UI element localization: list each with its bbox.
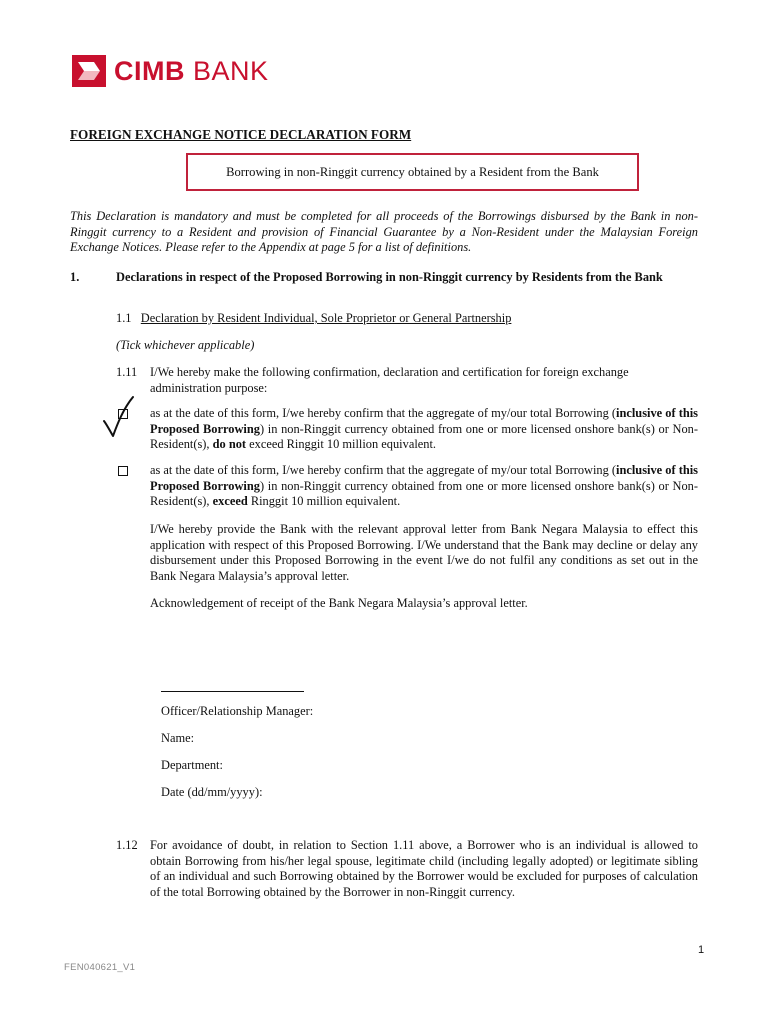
- logo-brand-regular: BANK: [193, 56, 269, 86]
- section-1-12-text: For avoidance of doubt, in relation to Section 1.11 above, a Borrower who is an individual is allowed to obtain Borrowing from his/her legal spouse, legitimate child (including legally adopted) or legitimate sibling of an individual and such Borrowing obtained by the Borrower would be excluded for purposes of calculation of the total Borrowing obtained by the Borrower in non-Ringgit currency.: [150, 838, 698, 899]
- handwritten-checkmark-icon: [100, 395, 136, 439]
- section-1-number: 1.: [70, 270, 80, 284]
- section-1-11-number: 1.11: [116, 365, 138, 379]
- approval-letter-paragraph: I/We hereby provide the Bank with the relevant approval letter from Bank Negara Malaysia to effect this application with respect of this Proposed Borrowing. I/We understand that the Bank may decline or delay any disbursement under this Proposed Borrowing in the event I/we do not fulfil any conditions as set out in the Bank Negara Malaysia’s approval letter.: [150, 522, 698, 583]
- section-1-title: Declarations in respect of the Proposed Borrowing in non-Ringgit currency by Residents from the Bank: [116, 270, 663, 284]
- section-1-1-number: 1.1: [116, 311, 132, 325]
- form-title: FOREIGN EXCHANGE NOTICE DECLARATION FORM: [70, 127, 412, 142]
- signature-line[interactable]: [161, 691, 304, 692]
- option-1-text: as at the date of this form, I/we hereby confirm that the aggregate of my/our total Borrowing (inclusive of this Proposed Borrowing) in non-Ringgit currency obtained from one or more licensed onshore bank(s) or Non-Resident(s), do not exceed Ringgit 10 million equivalent.: [150, 406, 698, 452]
- section-1-1-heading: [116, 311, 511, 327]
- page-number: 1: [698, 944, 705, 956]
- logo-wordmark: [114, 55, 269, 87]
- intro-paragraph: This Declaration is mandatory and must be completed for all proceeds of the Borrowings disbursed by the Bank in non-Ringgit currency to a Resident and provision of Financial Guarantee by a Non-Resident under the Malaysian Foreign Exchange Notices. Please refer to the Appendix at page 5 for a list of definitions.: [70, 209, 698, 255]
- section-1-12-number: 1.12: [116, 838, 138, 852]
- tick-note: (Tick whichever applicable): [116, 338, 255, 352]
- subject-box: [186, 153, 639, 191]
- cimb-bank-logo: [72, 54, 269, 88]
- checkbox-option-2[interactable]: [118, 466, 128, 476]
- footer-code: FEN040621_V1: [64, 962, 136, 973]
- subject-text: Borrowing in non-Ringgit currency obtained by a Resident from the Bank: [226, 164, 599, 179]
- date-label: Date (dd/mm/yyyy):: [161, 785, 263, 799]
- acknowledgement-text: Acknowledgement of receipt of the Bank Negara Malaysia’s approval letter.: [150, 596, 528, 610]
- section-1-11-text: I/We hereby make the following confirmation, declaration and certification for foreign exchange administration purpose:: [150, 365, 629, 395]
- department-label: Department:: [161, 758, 223, 772]
- officer-label: Officer/Relationship Manager:: [161, 704, 314, 718]
- section-1-1-title: Declaration by Resident Individual, Sole Proprietor or General Partnership: [140, 311, 512, 325]
- logo-brand-bold: CIMB: [114, 56, 185, 86]
- option-2-text: as at the date of this form, I/we hereby confirm that the aggregate of my/our total Borrowing (inclusive of this Proposed Borrowing) in non-Ringgit currency obtained from one or more licensed onshore bank(s) or Non-Resident(s), exceed Ringgit 10 million equivalent.: [150, 463, 698, 509]
- name-label: Name:: [161, 731, 195, 745]
- cimb-logo-mark-icon: [72, 55, 106, 87]
